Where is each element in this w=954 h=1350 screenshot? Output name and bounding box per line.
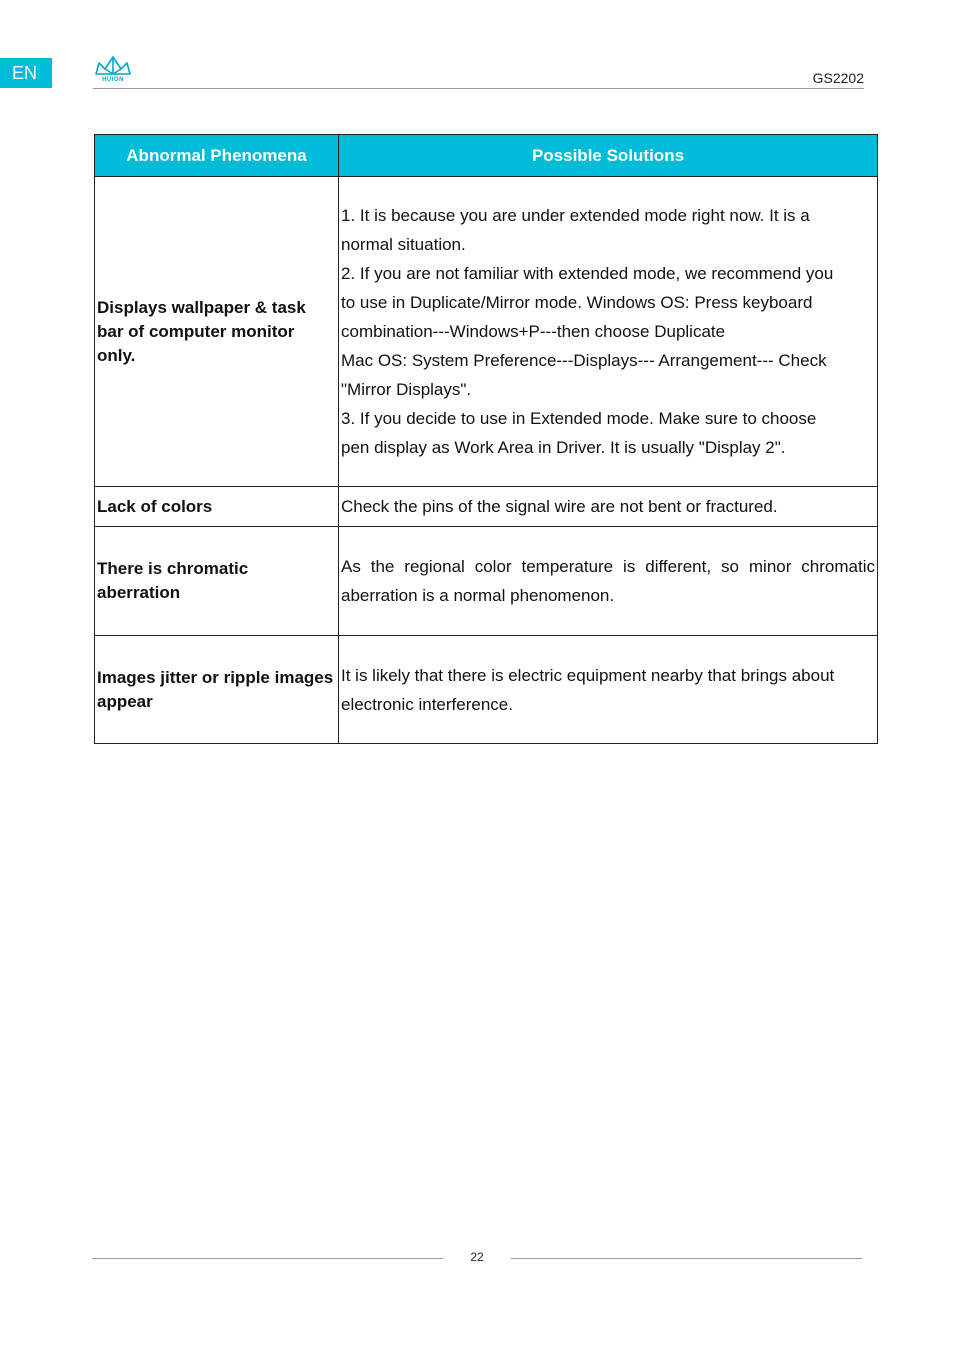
footer-divider-left: [92, 1258, 443, 1259]
solution-line: combination---Windows+P---then choose Duplicate: [341, 322, 726, 341]
solution-line: 2. If you are not familiar with extended mode, we recommend you: [341, 264, 834, 283]
solution-cell: It is likely that there is electric equipment nearby that brings about electronic interference.: [339, 636, 878, 744]
solution-line: Mac OS: System Preference---Displays--- Arrangement--- Check: [341, 351, 827, 370]
troubleshooting-table: [94, 134, 878, 744]
footer-divider-right: [511, 1258, 862, 1259]
logo-wordmark: HUION: [102, 77, 124, 83]
header-divider: [93, 88, 864, 89]
model-number: GS2202: [812, 70, 864, 86]
solution-line: to use in Duplicate/Mirror mode. Windows OS: Press keyboard: [341, 293, 813, 312]
column-header-phenomena: Abnormal Phenomena: [95, 135, 339, 177]
solution-line: 1. It is because you are under extended mode right now. It is a: [341, 206, 810, 225]
solution-line: pen display as Work Area in Driver. It is usually "Display 2".: [341, 438, 786, 457]
solution-line: 3. If you decide to use in Extended mode. Make sure to choose: [341, 409, 817, 428]
solution-line: normal situation.: [341, 235, 466, 254]
solution-cell: As the regional color temperature is different, so minor chromatic aberration is a normal phenomenon.: [339, 527, 878, 636]
huion-logo: [93, 55, 133, 87]
table-row: [95, 487, 878, 527]
solution-cell: [339, 177, 878, 487]
solution-line: "Mirror Displays".: [341, 380, 472, 399]
language-tab: EN: [0, 58, 52, 88]
table-header-row: [95, 135, 878, 177]
table-row: [95, 636, 878, 744]
crown-logo-icon: [93, 55, 133, 77]
problem-cell: There is chromatic aberration: [95, 527, 339, 636]
table-row: [95, 527, 878, 636]
page-number: 22: [470, 1250, 484, 1264]
problem-cell: Lack of colors: [95, 487, 339, 527]
problem-cell: Images jitter or ripple images appear: [95, 636, 339, 744]
table-row: [95, 177, 878, 487]
column-header-solutions: Possible Solutions: [339, 135, 878, 177]
solution-cell: Check the pins of the signal wire are not bent or fractured.: [339, 487, 878, 527]
problem-cell: Displays wallpaper & task bar of computer monitor only.: [95, 177, 339, 487]
